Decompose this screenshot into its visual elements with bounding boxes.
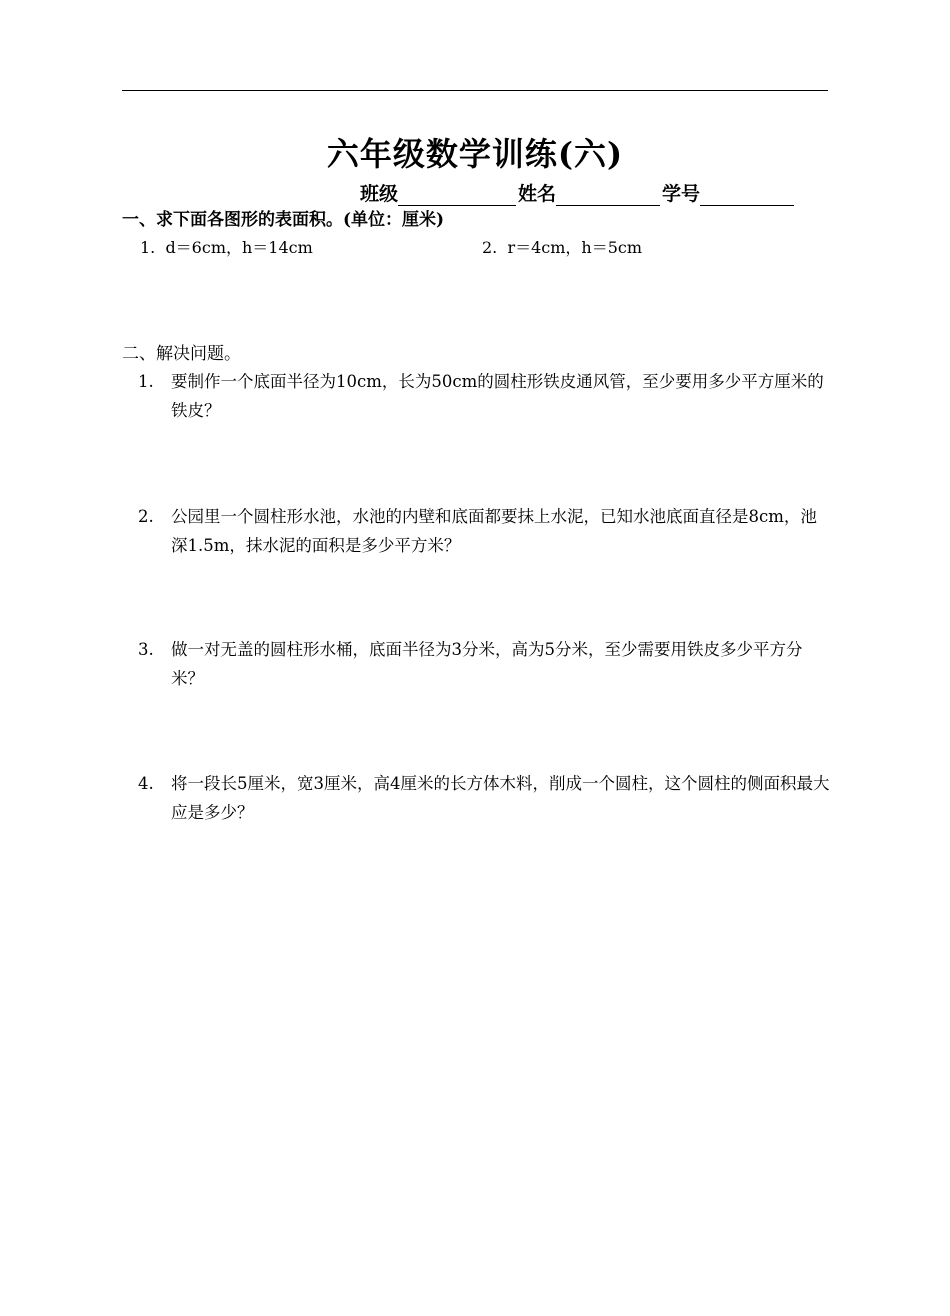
class-label: 班级 <box>360 183 399 205</box>
header-rule <box>122 90 828 91</box>
part1-item-2 <box>482 236 642 260</box>
student-info-line <box>360 182 830 206</box>
part1-item-1-num: 1. <box>140 238 156 257</box>
question-1 <box>138 367 838 425</box>
name-label: 姓名 <box>518 183 557 205</box>
question-2 <box>138 502 838 560</box>
page-title: 六年级数学训练(六) <box>326 135 624 173</box>
question-3-text: 做一对无盖的圆柱形水桶，底面半径为3分米，高为5分米，至少需要用铁皮多少平方分米？ <box>171 640 803 688</box>
number-blank[interactable] <box>700 185 794 206</box>
question-4-text: 将一段长5厘米，宽3厘米，高4厘米的长方体木料，削成一个圆柱，这个圆柱的侧面积最大应是多少？ <box>171 774 830 822</box>
question-4-num: 4. <box>138 774 154 793</box>
question-1-text: 要制作一个底面半径为10cm，长为50cm的圆柱形铁皮通风管，至少要用多少平方厘米的铁皮？ <box>171 372 824 420</box>
question-4 <box>138 769 838 827</box>
part1-item-2-text: r＝4cm，h＝5cm <box>507 238 643 257</box>
name-blank[interactable] <box>556 185 660 206</box>
question-2-text: 公园里一个圆柱形水池，水池的内壁和底面都要抹上水泥，已知水池底面直径是8cm，池深1.5m，抹水泥的面积是多少平方米？ <box>171 507 817 555</box>
part1-item-1 <box>140 236 313 260</box>
part1-item-2-num: 2. <box>482 238 498 257</box>
part1-heading: 一、求下面各图形的表面积。(单位：厘米) <box>122 210 445 230</box>
part2-heading: 二、解决问题。 <box>122 344 241 364</box>
question-3 <box>138 635 838 693</box>
part1-item-1-text: d＝6cm，h＝14cm <box>165 238 313 257</box>
class-blank[interactable] <box>398 185 516 206</box>
question-3-num: 3. <box>138 640 154 659</box>
number-label: 学号 <box>662 183 701 205</box>
question-1-num: 1. <box>138 372 154 391</box>
question-2-num: 2. <box>138 507 154 526</box>
